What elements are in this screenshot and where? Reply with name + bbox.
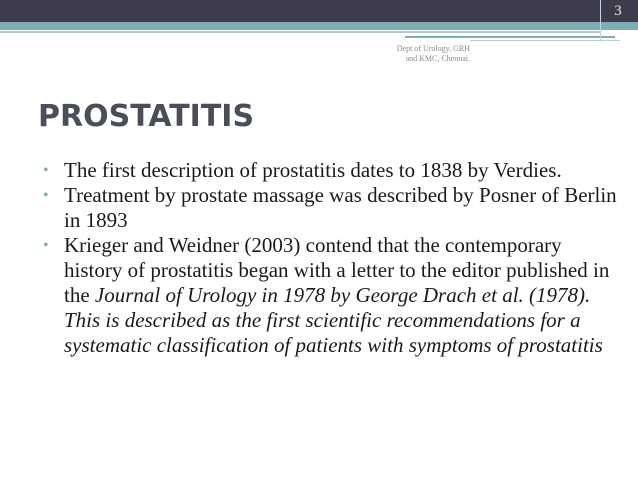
bullet-item-krieger-weidner xyxy=(40,233,620,358)
bullet-icon: • xyxy=(43,187,49,204)
bullet-item-first-description xyxy=(40,158,620,183)
header-accent-line-short xyxy=(405,36,615,38)
bullet-list xyxy=(40,158,620,358)
slide-number: 3 xyxy=(614,3,622,19)
bullet-item-prostate-massage xyxy=(40,183,620,233)
header-accent-line xyxy=(0,31,600,33)
bullet-icon: • xyxy=(43,162,49,179)
bullet-text: Treatment by prostate massage was described by Posner of Berlin in 1893 xyxy=(64,183,617,232)
slide-title: PROSTATITIS xyxy=(38,99,255,134)
department-label-line2: and KMC, Chennai. xyxy=(405,54,470,63)
department-label xyxy=(360,44,470,64)
bullet-text: Krieger and Weidner (2003) contend that the contemporary history of prostatitis began with a letter to the editor published in the xyxy=(64,233,610,307)
department-label-line1: Dept of Urology, GRH xyxy=(396,44,470,53)
bullet-icon: • xyxy=(43,237,49,254)
header-bar xyxy=(0,0,638,22)
bullet-text: The first description of prostatitis dates to 1838 by Verdies. xyxy=(64,158,562,182)
header-divider xyxy=(600,0,601,42)
header-accent-line-thin xyxy=(470,40,620,41)
bullet-text-italic: Journal of Urology in 1978 by George Drach et al. (1978). This is described as the first scientific recommendations for a systematic classification of patients with symptoms of prostatitis xyxy=(64,283,603,357)
header-accent-band xyxy=(0,22,638,30)
